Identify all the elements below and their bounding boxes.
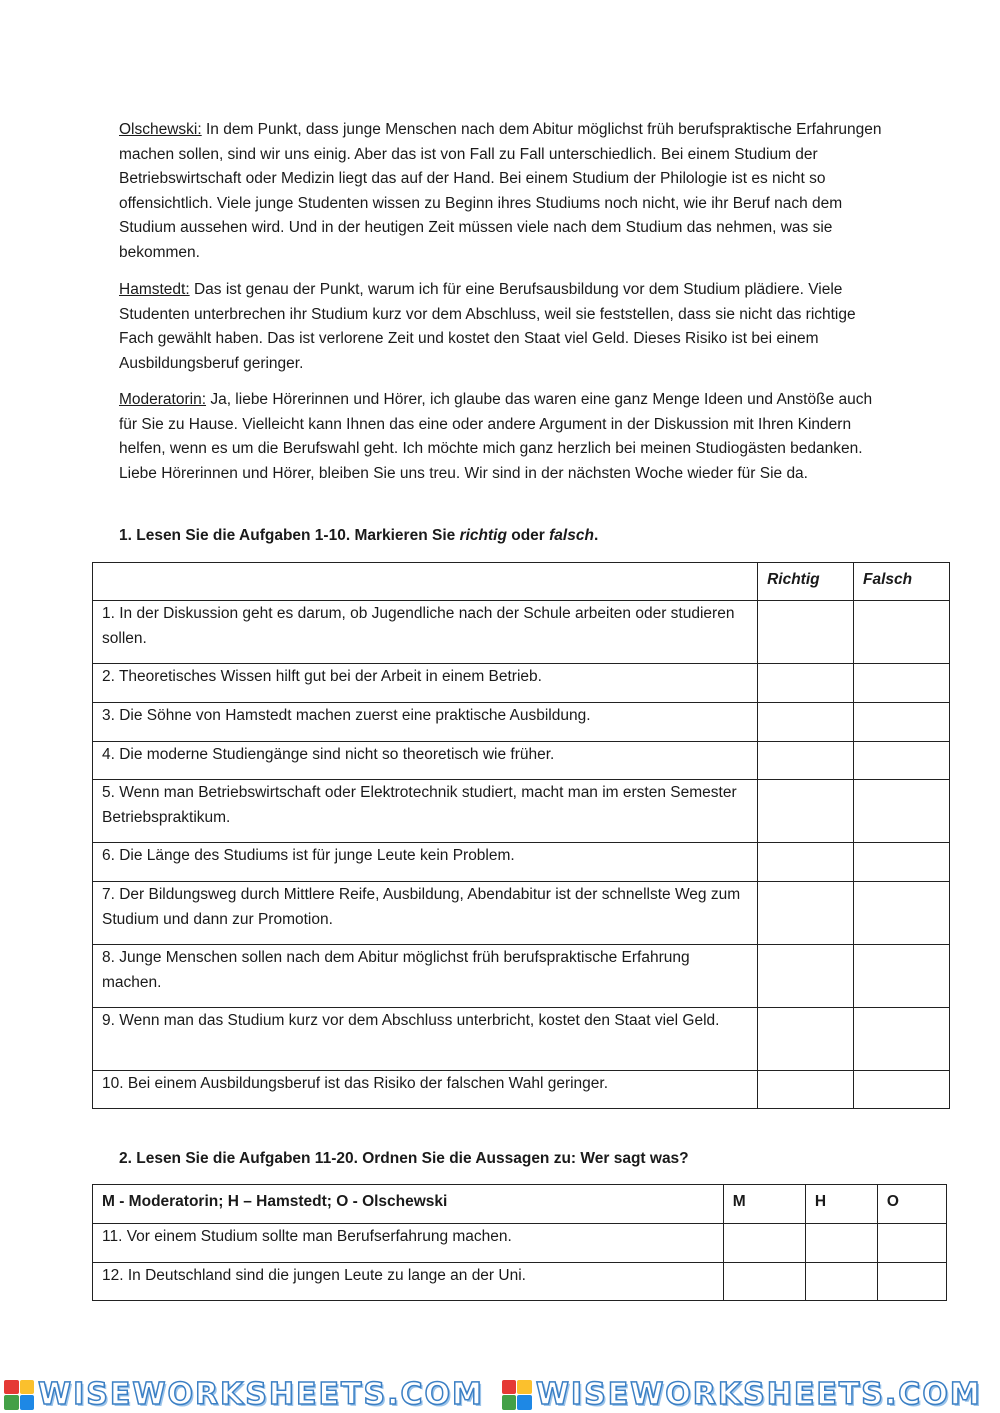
paragraph-text: Das ist genau der Punkt, warum ich für eine Berufsausbildung vor dem Studium plädiere. Viele Studenten unterbrechen ihr Studium kurz vor dem Abschluss, weil sie feststellen, dass sie nicht das richtige Fach gewählt haben. Das ist verlorene Zeit und kostet den Staat viel Geld. Dieses Risiko ist bei einem Ausbildungsberuf geringer.: [119, 281, 856, 372]
table-header-row: [93, 563, 950, 601]
header-legend: M - Moderatorin; H – Hamstedt; O - Olschewski: [93, 1185, 724, 1224]
watermark-text: WISEWORKSHEETS.COM: [38, 1377, 484, 1412]
task2-heading: 2. Lesen Sie die Aufgaben 11-20. Ordnen Sie die Aussagen zu: Wer sagt was?: [119, 1150, 689, 1167]
statement-9: 9. Wenn man das Studium kurz vor dem Abschluss unterbricht, kostet den Staat viel Geld.: [93, 1008, 758, 1071]
answer-richtig-3[interactable]: [758, 703, 854, 742]
answer-falsch-2[interactable]: [854, 664, 950, 703]
answer-m-11[interactable]: [723, 1224, 805, 1263]
statement-11: 11. Vor einem Studium sollte man Berufserfahrung machen.: [93, 1224, 724, 1263]
logo-square-red: [502, 1380, 517, 1395]
logo-icon: [502, 1380, 532, 1410]
table-row: [93, 601, 950, 664]
table-row: [93, 780, 950, 843]
paragraph-text: Ja, liebe Hörerinnen und Hörer, ich glaube das waren eine ganz Menge Ideen und Anstöße auch für Sie zu Hause. Vielleicht kann Ihnen das eine oder andere Argument in der Diskussion mit Ihren Kindern helfen, wenn es um die Berufswahl geht. Ich möchte mich ganz herzlich bei meinen Studiogästen bedanken. Liebe Hörerinnen und Hörer, bleiben Sie uns treu. Wir sind in der nächsten Woche wieder für Sie da.: [119, 391, 873, 482]
statement-5: 5. Wenn man Betriebswirtschaft oder Elektrotechnik studiert, macht man im ersten Semester Betriebspraktikum.: [93, 780, 758, 843]
header-statement: [93, 563, 758, 601]
answer-h-12[interactable]: [805, 1263, 877, 1301]
speaker-label: Olschewski:: [119, 121, 202, 138]
answer-falsch-7[interactable]: [854, 882, 950, 945]
task1-heading-falsch: falsch: [549, 527, 594, 544]
answer-o-12[interactable]: [877, 1263, 946, 1301]
answer-richtig-8[interactable]: [758, 945, 854, 1008]
table-row: [93, 1071, 950, 1109]
watermark-logo: [4, 1377, 484, 1412]
answer-falsch-4[interactable]: [854, 742, 950, 780]
logo-square-yellow: [517, 1380, 532, 1395]
answer-richtig-9[interactable]: [758, 1008, 854, 1071]
table-row: [93, 742, 950, 780]
answer-falsch-9[interactable]: [854, 1008, 950, 1071]
logo-square-blue: [517, 1395, 532, 1410]
table-row: [93, 882, 950, 945]
answer-richtig-2[interactable]: [758, 664, 854, 703]
task1-heading-end: .: [593, 527, 599, 544]
answer-falsch-1[interactable]: [854, 601, 950, 664]
table-row: [93, 843, 950, 882]
logo-square-green: [4, 1395, 19, 1410]
answer-richtig-6[interactable]: [758, 843, 854, 882]
table-row: [93, 703, 950, 742]
answer-h-11[interactable]: [805, 1224, 877, 1263]
logo-icon: [4, 1380, 34, 1410]
statement-10: 10. Bei einem Ausbildungsberuf ist das Risiko der falschen Wahl geringer.: [93, 1071, 758, 1109]
answer-falsch-5[interactable]: [854, 780, 950, 843]
footer-watermark: [0, 1376, 1000, 1413]
task1-heading: [119, 527, 598, 545]
header-m: M: [723, 1185, 805, 1224]
answer-falsch-10[interactable]: [854, 1071, 950, 1109]
statement-3: 3. Die Söhne von Hamstedt machen zuerst eine praktische Ausbildung.: [93, 703, 758, 742]
header-o: O: [877, 1185, 946, 1224]
true-false-table: [92, 562, 950, 1109]
logo-square-red: [4, 1380, 19, 1395]
statement-2: 2. Theoretisches Wissen hilft gut bei der Arbeit in einem Betrieb.: [93, 664, 758, 703]
header-richtig: Richtig: [758, 563, 854, 601]
answer-richtig-5[interactable]: [758, 780, 854, 843]
watermark-text: WISEWORKSHEETS.COM: [535, 1377, 982, 1412]
answer-m-12[interactable]: [723, 1263, 805, 1301]
paragraph-text: In dem Punkt, dass junge Menschen nach dem Abitur möglichst früh berufspraktische Erfahrungen machen sollen, sind wir uns einig. Aber das ist von Fall zu Fall unterschiedlich. Bei einem Studium der Betriebswirtschaft oder Medizin liegt das auf der Hand. Bei einem Studium der Philologie ist es nicht so offensichtlich. Viele junge Studenten wissen zu Beginn ihres Studiums noch nicht, wie ihr Beruf nach dem Studium aussehen wird. Und in der heutigen Zeit müssen viele nach dem Studium das nehmen, was sie bekommen.: [119, 121, 882, 261]
paragraph-olschewski: [119, 118, 889, 265]
speaker-label: Hamstedt:: [119, 281, 190, 298]
task1-heading-oder: oder: [506, 527, 550, 544]
statement-8: 8. Junge Menschen sollen nach dem Abitur möglichst früh berufspraktische Erfahrung machen.: [93, 945, 758, 1008]
answer-falsch-6[interactable]: [854, 843, 950, 882]
header-falsch: Falsch: [854, 563, 950, 601]
task1-heading-text: 1. Lesen Sie die Aufgaben 1-10. Markieren Sie: [119, 527, 460, 544]
paragraph-moderatorin: [119, 388, 889, 486]
watermark-logo: [502, 1377, 982, 1412]
paragraph-hamstedt: [119, 278, 889, 376]
answer-falsch-3[interactable]: [854, 703, 950, 742]
table-row: [93, 664, 950, 703]
logo-square-blue: [20, 1395, 35, 1410]
logo-square-yellow: [20, 1380, 35, 1395]
answer-richtig-7[interactable]: [758, 882, 854, 945]
table-row: [93, 1008, 950, 1071]
header-h: H: [805, 1185, 877, 1224]
answer-falsch-8[interactable]: [854, 945, 950, 1008]
table-row: [93, 1224, 947, 1263]
statement-6: 6. Die Länge des Studiums ist für junge Leute kein Problem.: [93, 843, 758, 882]
statement-4: 4. Die moderne Studiengänge sind nicht so theoretisch wie früher.: [93, 742, 758, 780]
who-says-what-table: [92, 1184, 947, 1301]
table-row: [93, 945, 950, 1008]
answer-richtig-10[interactable]: [758, 1071, 854, 1109]
table-row: [93, 1263, 947, 1301]
answer-richtig-4[interactable]: [758, 742, 854, 780]
speaker-label: Moderatorin:: [119, 391, 207, 408]
statement-12: 12. In Deutschland sind die jungen Leute zu lange an der Uni.: [93, 1263, 724, 1301]
statement-7: 7. Der Bildungsweg durch Mittlere Reife, Ausbildung, Abendabitur ist der schnellste Weg zum Studium und dann zur Promotion.: [93, 882, 758, 945]
answer-richtig-1[interactable]: [758, 601, 854, 664]
answer-o-11[interactable]: [877, 1224, 946, 1263]
logo-square-green: [502, 1395, 517, 1410]
table-header-row: [93, 1185, 947, 1224]
task1-heading-richtig: richtig: [459, 527, 507, 544]
statement-1: 1. In der Diskussion geht es darum, ob Jugendliche nach der Schule arbeiten oder studieren sollen.: [93, 601, 758, 664]
